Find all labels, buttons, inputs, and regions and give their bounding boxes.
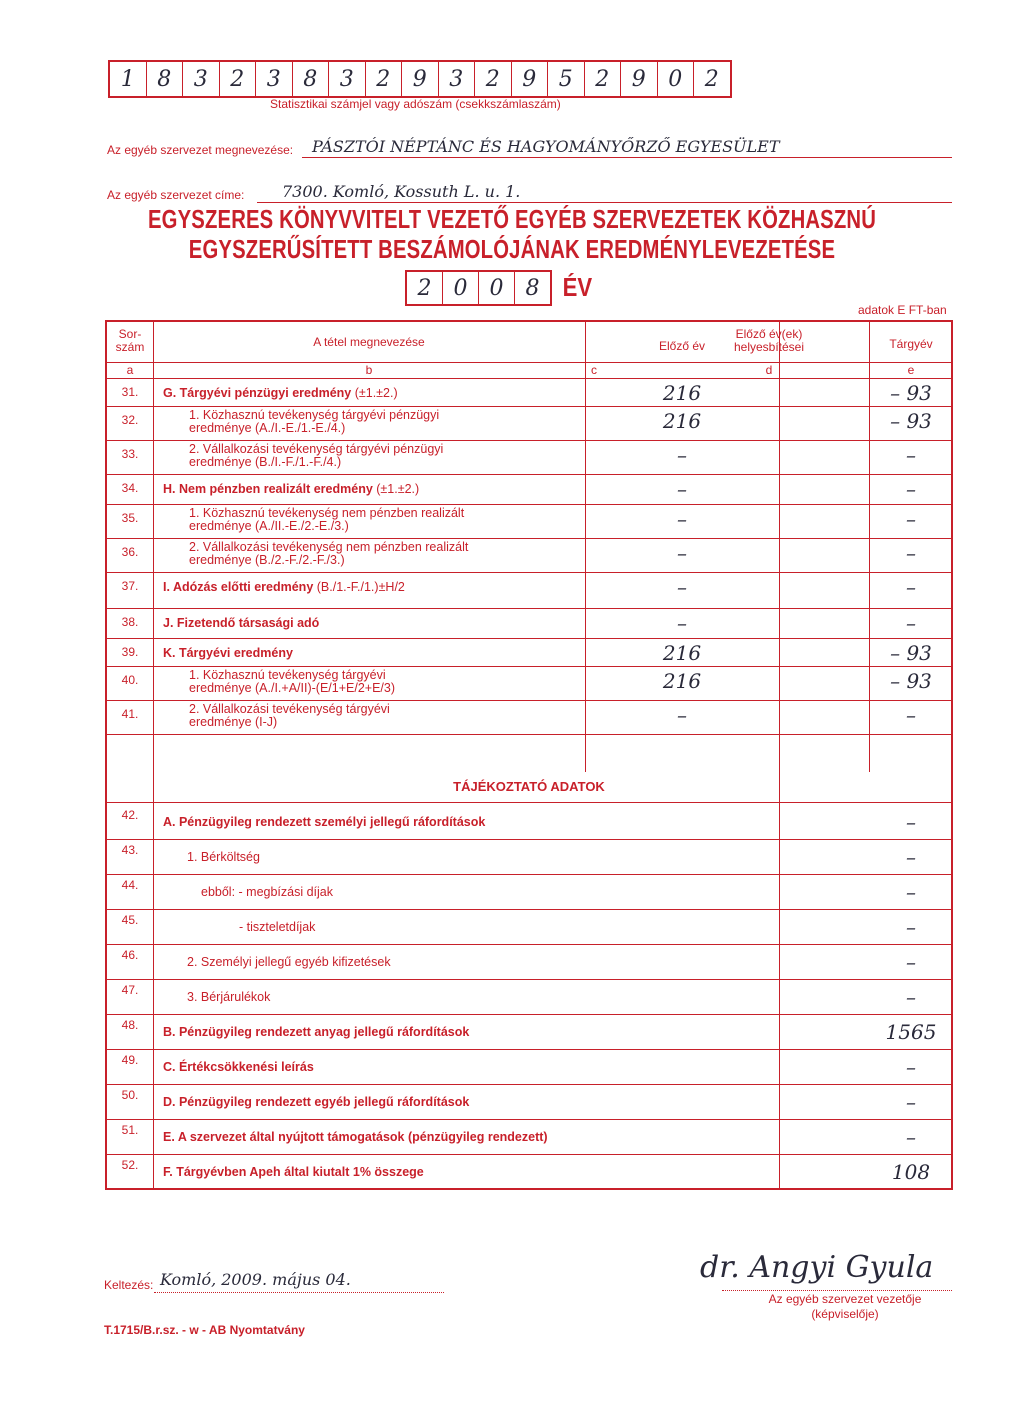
row-divider bbox=[107, 1154, 951, 1155]
row-number: 47. bbox=[121, 983, 139, 997]
id-digit-box[interactable]: 3 bbox=[329, 62, 366, 96]
info-row-label: A. Pénzügyileg rendezett személyi jellegű ráfordítások bbox=[163, 815, 486, 829]
info-current-year-value[interactable]: – bbox=[906, 845, 916, 869]
year-suffix: ÉV bbox=[562, 272, 593, 302]
year-boxes bbox=[405, 270, 552, 306]
org-name-value[interactable]: PÁSZTÓI NÉPTÁNC ÉS HAGYOMÁNYŐRZŐ EGYESÜLET bbox=[312, 137, 780, 156]
info-row-label: 2. Személyi jellegű egyéb kifizetések bbox=[187, 955, 391, 969]
row-divider bbox=[107, 572, 951, 573]
prev-year-value[interactable]: – bbox=[677, 575, 687, 599]
id-digit-box[interactable]: 9 bbox=[621, 62, 658, 96]
info-row-label: 3. Bérjárulékok bbox=[187, 990, 271, 1004]
row-divider bbox=[107, 839, 951, 840]
row-label bbox=[189, 507, 464, 533]
signature-caption-line1: Az egyéb szervezet vezetője bbox=[768, 1292, 922, 1306]
form-title-line2: EGYSZERŰSÍTETT BESZÁMOLÓJÁNAK EREDMÉNYLEVEZETÉSE bbox=[188, 234, 836, 264]
col-letter-c: c bbox=[591, 363, 597, 377]
row-label bbox=[163, 647, 293, 660]
row-number: 42. bbox=[121, 808, 139, 822]
row-label-text: J. Fizetendő társasági adó bbox=[163, 616, 320, 630]
row-divider bbox=[107, 734, 951, 735]
row-divider bbox=[107, 874, 951, 875]
row-divider bbox=[107, 979, 951, 980]
info-row-label: ebből: - megbízási díjak bbox=[201, 885, 334, 899]
row-label bbox=[189, 541, 468, 567]
id-digit-box[interactable]: 2 bbox=[704, 66, 719, 92]
row-number: 36. bbox=[121, 545, 139, 559]
col-letter-e: e bbox=[907, 363, 915, 377]
info-current-year-value[interactable]: – bbox=[906, 1090, 916, 1114]
id-digit-box[interactable]: 3 bbox=[183, 62, 220, 96]
statistical-id-caption: Statisztikai számjel vagy adószám (csekkszámlaszám) bbox=[270, 97, 561, 111]
current-year-value[interactable]: – bbox=[906, 443, 916, 467]
row-divider bbox=[107, 406, 951, 407]
date-line bbox=[154, 1292, 444, 1293]
info-row-label: C. Értékcsökkenési leírás bbox=[163, 1060, 314, 1074]
prev-year-value[interactable]: – bbox=[677, 477, 687, 501]
row-divider bbox=[107, 1084, 951, 1085]
info-row-label: 1. Bérköltség bbox=[187, 850, 260, 864]
current-year-value[interactable]: – bbox=[906, 575, 916, 599]
current-year-value[interactable]: – 93 bbox=[890, 641, 932, 665]
id-digit-box[interactable]: 9 bbox=[512, 62, 549, 96]
row-divider bbox=[107, 608, 951, 609]
row-number: 45. bbox=[121, 913, 139, 927]
row-divider bbox=[107, 538, 951, 539]
row-number: 43. bbox=[121, 843, 139, 857]
prev-year-value[interactable]: – bbox=[677, 443, 687, 467]
header-helyesbites: Előző év(ek) helyesbítései bbox=[733, 327, 805, 354]
prev-year-value[interactable]: 216 bbox=[662, 669, 702, 693]
id-digit-box[interactable]: 3 bbox=[256, 62, 293, 96]
row-label-text: H. Nem pénzben realizált eredmény bbox=[163, 482, 373, 496]
signature: dr. Angyi Gyula bbox=[700, 1250, 934, 1285]
date-label: Keltezés: bbox=[104, 1278, 154, 1292]
current-year-value[interactable]: – bbox=[906, 611, 916, 635]
id-digit-box[interactable]: 1 bbox=[110, 62, 147, 96]
prev-year-value[interactable]: – bbox=[677, 611, 687, 635]
row-number: 34. bbox=[121, 481, 139, 495]
id-digit-box[interactable]: 0 bbox=[658, 62, 695, 96]
org-address-value[interactable]: 7300. Komló, Kossuth L. u. 1. bbox=[282, 182, 521, 201]
prev-year-value[interactable]: 216 bbox=[662, 381, 702, 405]
row-divider bbox=[107, 440, 951, 441]
row-label-text: 1. Közhasznú tevékenység nem pénzben realizált eredménye (A./II.-E./2.-E./3.) bbox=[189, 506, 465, 533]
statistical-id-boxes bbox=[108, 60, 732, 98]
year-digit-box[interactable]: 0 bbox=[443, 272, 479, 304]
row-number: 44. bbox=[121, 878, 139, 892]
prev-year-value[interactable]: – bbox=[677, 541, 687, 565]
id-digit-box[interactable]: 8 bbox=[147, 62, 184, 96]
row-label bbox=[163, 483, 419, 496]
unit-label: adatok E FT-ban bbox=[858, 303, 947, 317]
id-digit-box[interactable]: 2 bbox=[585, 62, 622, 96]
signature-line bbox=[722, 1290, 952, 1291]
info-current-year-value[interactable]: 1565 bbox=[885, 1020, 937, 1044]
col-letter-d: d bbox=[765, 363, 773, 377]
row-label bbox=[189, 409, 439, 435]
year-digit-box[interactable]: 2 bbox=[407, 272, 443, 304]
row-label bbox=[189, 703, 390, 729]
row-label-text: I. Adózás előtti eredmény bbox=[163, 580, 314, 594]
id-digit-box[interactable]: 3 bbox=[439, 62, 476, 96]
row-number: 41. bbox=[121, 707, 139, 721]
col-letter-b: b bbox=[365, 363, 373, 377]
row-label bbox=[163, 581, 405, 594]
row-divider bbox=[107, 1014, 951, 1015]
current-year-value[interactable]: – bbox=[906, 477, 916, 501]
year-digit-box[interactable]: 8 bbox=[525, 275, 540, 301]
current-year-value[interactable]: – bbox=[906, 703, 916, 727]
header-elozo-ev: Előző év bbox=[658, 339, 706, 353]
row-label-text: K. Tárgyévi eredmény bbox=[163, 646, 293, 660]
form-code: T.1715/B.r.sz. - w - AB Nyomtatvány bbox=[104, 1323, 305, 1337]
row-label bbox=[163, 387, 398, 400]
id-digit-box[interactable]: 2 bbox=[366, 62, 403, 96]
row-label-text: G. Tárgyévi pénzügyi eredmény bbox=[163, 386, 352, 400]
row-divider bbox=[107, 504, 951, 505]
row-number: 51. bbox=[121, 1123, 139, 1137]
row-label-text: 2. Vállalkozási tevékenység tárgyévi pénzügyi eredménye (B./I.-F./1.-F./4.) bbox=[189, 442, 444, 469]
date-value[interactable]: Komló, 2009. május 04. bbox=[160, 1270, 351, 1289]
row-number: 33. bbox=[121, 447, 139, 461]
current-year-value[interactable]: – bbox=[906, 507, 916, 531]
col-divider bbox=[779, 322, 780, 1188]
form-title-line1: EGYSZERES KÖNYVVITELT VEZETŐ EGYÉB SZERVEZETEK KÖZHASZNÚ bbox=[147, 204, 877, 234]
row-label bbox=[163, 617, 319, 630]
row-divider bbox=[107, 362, 951, 363]
row-divider bbox=[107, 909, 951, 910]
org-address-label: Az egyéb szervezet címe: bbox=[107, 188, 245, 202]
info-current-year-value[interactable]: – bbox=[906, 915, 916, 939]
id-digit-box[interactable]: 9 bbox=[402, 62, 439, 96]
row-number: 48. bbox=[121, 1018, 139, 1032]
row-number: 39. bbox=[121, 645, 139, 659]
row-number: 46. bbox=[121, 948, 139, 962]
row-number: 52. bbox=[121, 1158, 139, 1172]
info-current-year-value[interactable]: – bbox=[906, 950, 916, 974]
id-digit-box[interactable]: 8 bbox=[293, 62, 330, 96]
current-year-value[interactable]: – 93 bbox=[890, 409, 932, 433]
info-current-year-value[interactable]: – bbox=[906, 1125, 916, 1149]
col-letter-a: a bbox=[126, 363, 134, 377]
info-row-label: F. Tárgyévben Apeh által kiutalt 1% összege bbox=[163, 1165, 424, 1179]
signature-caption-line2: (képviselője) bbox=[811, 1307, 879, 1321]
results-table bbox=[105, 320, 953, 1190]
row-number: 38. bbox=[121, 615, 139, 629]
row-label-text: 2. Vállalkozási tevékenység tárgyévi eredménye (I-J) bbox=[189, 702, 390, 729]
current-year-value[interactable]: – 93 bbox=[890, 381, 932, 405]
row-label-text: 1. Közhasznú tevékenység tárgyévi eredménye (A./I.+A/II)-(E/1+E/2+E/3) bbox=[189, 668, 395, 695]
row-number: 35. bbox=[121, 511, 139, 525]
prev-year-value[interactable]: – bbox=[677, 703, 687, 727]
row-divider bbox=[107, 1049, 951, 1050]
org-name-label: Az egyéb szervezet megnevezése: bbox=[107, 143, 294, 157]
row-number: 40. bbox=[121, 673, 139, 687]
info-current-year-value[interactable]: – bbox=[906, 985, 916, 1009]
org-name-row bbox=[107, 137, 957, 163]
col-divider bbox=[153, 322, 154, 1188]
row-divider bbox=[107, 378, 951, 379]
row-number: 50. bbox=[121, 1088, 139, 1102]
prev-year-value[interactable]: – bbox=[677, 507, 687, 531]
row-label-text: 1. Közhasznú tevékenység tárgyévi pénzügyi eredménye (A./I.-E./1.-E./4.) bbox=[189, 408, 440, 435]
row-number: 31. bbox=[121, 385, 139, 399]
prev-year-value[interactable]: 216 bbox=[662, 409, 702, 433]
row-label bbox=[189, 669, 395, 695]
row-label-suffix: (B./1.-F./1.)±H/2 bbox=[313, 580, 405, 594]
row-number: 32. bbox=[121, 413, 139, 427]
row-number: 37. bbox=[121, 579, 139, 593]
signature-caption bbox=[700, 1292, 990, 1322]
id-digit-box[interactable]: 2 bbox=[220, 62, 257, 96]
current-year-value[interactable]: – bbox=[906, 541, 916, 565]
row-label-suffix: (±1.±2.) bbox=[351, 386, 398, 400]
current-year-value[interactable]: – 93 bbox=[890, 669, 932, 693]
row-divider bbox=[107, 1119, 951, 1120]
id-digit-box[interactable]: 2 bbox=[475, 62, 512, 96]
row-divider bbox=[107, 700, 951, 701]
header-megnevezes: A tétel megnevezése bbox=[313, 335, 425, 349]
info-current-year-value[interactable]: – bbox=[906, 810, 916, 834]
row-divider bbox=[107, 474, 951, 475]
info-row-label: B. Pénzügyileg rendezett anyag jellegű ráfordítások bbox=[163, 1025, 470, 1039]
row-divider bbox=[107, 666, 951, 667]
row-label bbox=[189, 443, 443, 469]
prev-year-value[interactable]: 216 bbox=[662, 641, 702, 665]
row-label-suffix: (±1.±2.) bbox=[372, 482, 420, 496]
header-targyev: Tárgyév bbox=[889, 337, 933, 351]
info-row-label: - tiszteletdíjak bbox=[239, 920, 316, 934]
row-divider bbox=[107, 638, 951, 639]
info-current-year-value[interactable]: 108 bbox=[891, 1160, 931, 1184]
info-row-label: D. Pénzügyileg rendezett egyéb jellegű ráfordítások bbox=[163, 1095, 470, 1109]
row-divider bbox=[107, 802, 951, 803]
id-digit-box[interactable]: 5 bbox=[548, 62, 585, 96]
header-sorszam: Sor- szám bbox=[115, 327, 145, 354]
row-label-text: 2. Vállalkozási tevékenység nem pénzben realizált eredménye (B./2.-F./2.-F./3.) bbox=[189, 540, 469, 567]
row-divider bbox=[107, 944, 951, 945]
info-current-year-value[interactable]: – bbox=[906, 880, 916, 904]
info-row-label: E. A szervezet által nyújtott támogatások (pénzügyileg rendezett) bbox=[163, 1130, 548, 1144]
info-current-year-value[interactable]: – bbox=[906, 1055, 916, 1079]
year-digit-box[interactable]: 0 bbox=[479, 272, 515, 304]
info-section-title: TÁJÉKOZTATÓ ADATOK bbox=[453, 779, 605, 794]
row-number: 49. bbox=[121, 1053, 139, 1067]
